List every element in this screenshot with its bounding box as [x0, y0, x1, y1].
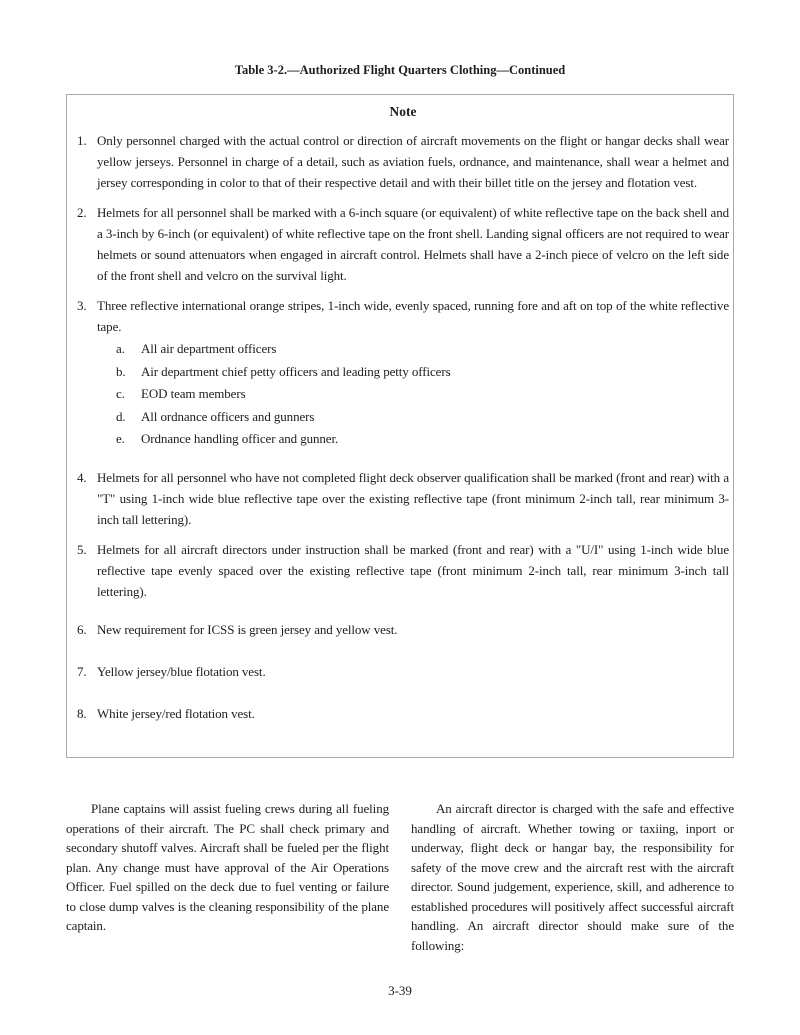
- item-number: 8.: [77, 705, 87, 721]
- sub-list: [97, 339, 729, 450]
- right-column-paragraph: An aircraft director is charged with the safe and effective handling of aircraft. Whether towing or taxiing, inport or underway, flight deck or hangar bay, the responsibility for safety of the move crew and the aircraft rest with the aircraft director. Sound judgement, experience, skill, and adherence to established procedures will positively affect successful aircraft handling. An aircraft director should make sure of the following:: [411, 801, 734, 953]
- sub-item-letter: c.: [116, 386, 125, 401]
- item-number: 5.: [77, 541, 87, 557]
- sub-item-text: Ordnance handling officer and gunner.: [141, 431, 339, 446]
- sub-item-letter: d.: [116, 408, 126, 424]
- item-text: Helmets for all personnel who have not completed flight deck observer qualification shall be marked (front and rear) with a "T" using 1-inch wide blue reflective tape over the existing reflective tape (front minimum 2-inch tall, rear minimum 3-inch tall lettering).: [97, 469, 729, 527]
- left-column-paragraph: Plane captains will assist fueling crews during all fueling operations of their aircraft. The PC shall check primary and secondary shutoff valves. Aircraft shall be fueled per the flight plan. Any change must have approval of the Air Operations Officer. Fuel spilled on the deck due to fuel venting or failure to close dump valves is the cleaning responsibility of the plane captain.: [66, 801, 389, 933]
- note-heading: Note: [389, 104, 417, 119]
- sub-item-e: [97, 429, 729, 450]
- item-text: Helmets for all personnel shall be marked with a 6-inch square (or equivalent) of white reflective tape on the back shell and a 3-inch by 6-inch (or equivalent) of white reflective tape on the front shell. Landing signal officers are not required to wear helmets or sound attenuators when engaged in aircraft control. Helmets shall have a 2-inch piece of velcro on the left side of the front shell and velcro on the survival light.: [97, 205, 729, 283]
- sub-item-text: Air department chief petty officers and leading petty officers: [141, 363, 451, 379]
- sub-item-text: All air department officers: [141, 341, 277, 356]
- sub-item-letter: e.: [116, 431, 125, 446]
- item-text: New requirement for ICSS is green jersey and yellow vest.: [97, 621, 398, 637]
- note-item-2: [77, 202, 729, 286]
- note-box: [66, 94, 734, 758]
- item-text: Three reflective international orange stripes, 1-inch wide, evenly spaced, running fore and aft on top of the white reflective tape.: [97, 298, 729, 334]
- sub-item-text: EOD team members: [141, 386, 246, 401]
- item-number: 7.: [77, 663, 87, 679]
- sub-item-b: [97, 362, 729, 383]
- sub-item-c: [97, 384, 729, 405]
- note-item-6: [77, 619, 729, 640]
- note-item-3: [77, 295, 729, 450]
- sub-item-d: [97, 407, 729, 428]
- item-number: 1.: [77, 133, 87, 148]
- note-item-1: [77, 130, 729, 193]
- note-item-8: [77, 703, 729, 724]
- item-number: 2.: [77, 205, 87, 220]
- item-number: 6.: [77, 621, 87, 637]
- note-item-4: [77, 467, 729, 530]
- item-text: White jersey/red flotation vest.: [97, 705, 255, 721]
- body-columns: [66, 799, 734, 955]
- table-title: Table 3-2.—Authorized Flight Quarters Clothing—Continued: [234, 63, 566, 77]
- page-number: 3-39: [388, 983, 412, 998]
- note-item-7: [77, 661, 729, 682]
- sub-item-text: All ordnance officers and gunners: [141, 408, 315, 424]
- item-text: Only personnel charged with the actual control or direction of aircraft movements on the flight or hangar decks shall wear yellow jerseys. Personnel in charge of a detail, such as aviation fuels, ordnance, and maintenance, shall wear a helmet and jersey corresponding in color to that of their respective detail and with their billet title on the jersey and flotation vest.: [97, 133, 729, 190]
- sub-item-letter: a.: [116, 341, 125, 356]
- item-text: Helmets for all aircraft directors under instruction shall be marked (front and rear) with a "U/I" using 1-inch wide blue reflective tape evenly spaced over the existing reflective tape (front minimum 2-inch tall, rear minimum 3-inch tall lettering).: [97, 541, 729, 599]
- sub-item-letter: b.: [116, 363, 126, 379]
- note-item-5: [77, 539, 729, 602]
- item-number: 4.: [77, 469, 87, 485]
- sub-item-a: [97, 339, 729, 360]
- item-text: Yellow jersey/blue flotation vest.: [97, 663, 266, 679]
- item-number: 3.: [77, 298, 87, 313]
